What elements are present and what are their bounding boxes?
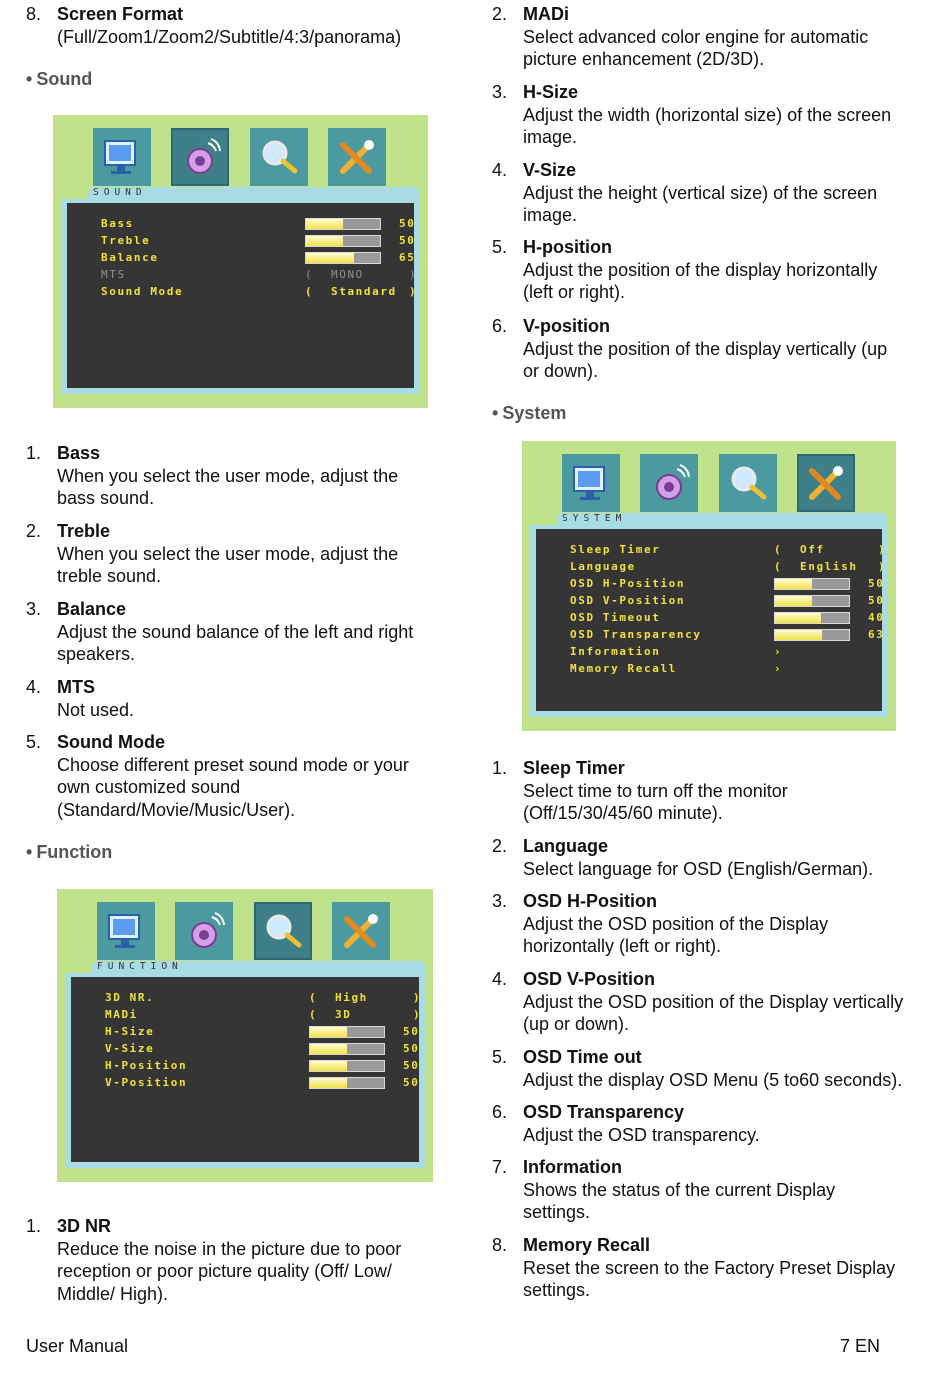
- menu-row: [570, 577, 890, 593]
- menu-row: [105, 1008, 425, 1024]
- monitor-icon: [93, 128, 151, 186]
- list-item: [492, 3, 932, 71]
- item-title: V-Size: [523, 160, 577, 180]
- list-item: [26, 1215, 466, 1305]
- item-number: 5.: [492, 1047, 508, 1067]
- option-left-bracket: (: [309, 991, 318, 1004]
- item-title: Screen Format: [57, 4, 184, 24]
- item-title: OSD Transparency: [523, 1102, 685, 1122]
- magnifier-icon: [254, 902, 312, 960]
- item-title: H-position: [523, 237, 612, 257]
- menu-row: [570, 611, 890, 627]
- item-desc-line: (Standard/Movie/Music/User).: [57, 799, 296, 820]
- monitor-icon: [97, 902, 155, 960]
- level-value: 50: [868, 577, 885, 590]
- item-number: 5.: [492, 237, 508, 257]
- level-value: 50: [868, 594, 885, 607]
- level-bar: [309, 1060, 385, 1072]
- menu-row: [105, 1059, 425, 1075]
- item-desc-line: Select advanced color engine for automatic: [523, 26, 869, 47]
- level-bar: [309, 1026, 385, 1038]
- list-item: [26, 598, 466, 666]
- footer-page-number: 7 EN: [840, 1336, 881, 1356]
- item-desc-line: treble sound.: [57, 566, 162, 586]
- item-desc-line: (left or right).: [523, 282, 626, 302]
- option-left-bracket: (: [774, 543, 783, 556]
- monitor-icon: [562, 454, 620, 512]
- item-desc-line: bass sound.: [57, 488, 155, 508]
- list-item: [492, 1046, 932, 1091]
- bullet: •: [26, 69, 33, 89]
- item-title: Sleep Timer: [523, 758, 625, 778]
- item-desc-line: Adjust the OSD position of the Display: [523, 913, 829, 934]
- item-desc-line: Adjust the OSD position of the Display vertically: [523, 991, 904, 1012]
- section-heading-text: Function: [36, 842, 113, 862]
- item-number: 6.: [492, 316, 508, 336]
- item-number: 3.: [26, 599, 42, 619]
- menu-row: [101, 217, 421, 233]
- item-title: Language: [523, 836, 609, 856]
- item-desc-line: Select language for OSD (English/German).: [523, 858, 874, 879]
- menu-row-label: Sound Mode: [101, 285, 184, 298]
- item-title: Memory Recall: [523, 1235, 651, 1255]
- item-title: Sound Mode: [57, 732, 165, 752]
- item-number: 2.: [26, 521, 42, 541]
- menu-tab-label: SOUND: [93, 187, 147, 198]
- option-value: English: [800, 560, 858, 573]
- option-value: MONO: [331, 268, 364, 281]
- item-title: Bass: [57, 443, 101, 463]
- menu-row: [105, 1076, 425, 1092]
- section-heading-function: [26, 842, 112, 863]
- menu-row: [570, 628, 890, 644]
- menu-row: [101, 268, 421, 284]
- item-number: 4.: [492, 160, 508, 180]
- item-number: 3.: [492, 82, 508, 102]
- item-desc-line: picture enhancement (2D/3D).: [523, 49, 765, 69]
- item-desc-line: horizontally (left or right).: [523, 936, 722, 956]
- level-bar: [774, 595, 850, 607]
- bullet: •: [492, 403, 499, 423]
- menu-row-label: OSD H-Position: [570, 577, 686, 590]
- list-item: [26, 520, 466, 588]
- item-number: 2.: [492, 836, 508, 856]
- tools-icon: [797, 454, 855, 512]
- level-value: 50: [403, 1059, 420, 1072]
- item-title: Treble: [57, 521, 111, 541]
- menu-row-label: Bass: [101, 217, 134, 230]
- item-title: OSD Time out: [523, 1047, 642, 1067]
- menu-row-label: OSD Timeout: [570, 611, 661, 624]
- item-desc-line: speakers.: [57, 644, 136, 664]
- section-heading-system: [492, 403, 566, 424]
- menu-row-label: Balance: [101, 251, 159, 264]
- level-bar-fill: [310, 1027, 347, 1037]
- item-number: 2.: [492, 4, 508, 24]
- menu-frame: [530, 525, 888, 717]
- option-left-bracket: (: [305, 285, 314, 298]
- item-desc-line: Not used.: [57, 699, 135, 720]
- level-value: 50: [403, 1042, 420, 1055]
- menu-row-label: V-Position: [105, 1076, 188, 1089]
- level-value: 40: [868, 611, 885, 624]
- item-desc-line: Choose different preset sound mode or your: [57, 754, 409, 775]
- item-title: MTS: [57, 677, 95, 697]
- menu-row-label: OSD V-Position: [570, 594, 686, 607]
- list-item: [26, 676, 466, 721]
- item-number: 8.: [492, 1235, 508, 1255]
- item-number: 6.: [492, 1102, 508, 1122]
- menu-screen: [71, 977, 422, 1162]
- item-number: 7.: [492, 1157, 508, 1177]
- menu-row: [105, 1025, 425, 1041]
- level-value: 63: [868, 628, 885, 641]
- item-desc-line: reception or poor picture quality (Off/ Low/: [57, 1261, 392, 1281]
- level-value: 50: [399, 234, 416, 247]
- level-bar: [305, 218, 381, 230]
- menu-tab-label: SYSTEM: [562, 513, 627, 524]
- option-value: High: [335, 991, 368, 1004]
- item-desc-line: Shows the status of the current Display: [523, 1179, 836, 1200]
- list-item: [492, 890, 932, 958]
- menu-row: [570, 662, 890, 678]
- option-value: Off: [800, 543, 825, 556]
- option-right-bracket: ): [413, 1008, 422, 1021]
- menu-row-label: Memory Recall: [570, 662, 677, 675]
- bullet: •: [26, 842, 33, 862]
- menu-screen: [536, 529, 887, 711]
- item-number: 3.: [492, 891, 508, 911]
- item-desc-line: image.: [523, 127, 578, 147]
- item-desc-line: Select time to turn off the monitor: [523, 780, 788, 801]
- section-heading-sound: [26, 69, 92, 90]
- list-item: [492, 159, 932, 227]
- option-right-bracket: ): [878, 543, 887, 556]
- level-bar-fill: [775, 613, 821, 623]
- item-title: H-Size: [523, 82, 579, 102]
- item-desc-line: (Off/15/30/45/60 minute).: [523, 803, 723, 823]
- list-item: [492, 835, 932, 880]
- list-item: [492, 236, 932, 304]
- level-bar-fill: [310, 1044, 347, 1054]
- section-heading-text: System: [502, 403, 567, 423]
- system-menu-screenshot: [522, 441, 896, 731]
- sound-menu-screenshot: [53, 115, 428, 408]
- menu-screen: [67, 203, 418, 388]
- item-desc: (Full/Zoom1/Zoom2/Subtitle/4:3/panorama): [57, 26, 402, 47]
- menu-row: [105, 1042, 425, 1058]
- item-number: 4.: [26, 677, 42, 697]
- list-item: [492, 968, 932, 1036]
- item-desc-line: When you select the user mode, adjust the: [57, 543, 399, 564]
- item-desc-line: Middle/ High).: [57, 1283, 169, 1304]
- list-item: [492, 757, 932, 825]
- menu-row-label: H-Size: [105, 1025, 155, 1038]
- level-bar: [309, 1043, 385, 1055]
- option-right-bracket: ): [413, 991, 422, 1004]
- item-desc-line: (up or down).: [523, 1014, 630, 1034]
- menu-row-label: OSD Transparency: [570, 628, 702, 641]
- menu-row: [570, 560, 890, 576]
- level-value: 50: [399, 217, 416, 230]
- function-menu-screenshot: [57, 889, 433, 1182]
- item-title: Balance: [57, 599, 127, 619]
- level-bar-fill: [306, 236, 343, 246]
- speaker-icon: [175, 902, 233, 960]
- submenu-arrow: ›: [774, 645, 783, 658]
- list-item: [26, 442, 466, 510]
- menu-row-label: Language: [570, 560, 636, 573]
- menu-frame: [61, 199, 420, 394]
- option-value: 3D: [335, 1008, 352, 1021]
- level-bar: [305, 235, 381, 247]
- item-number: 5.: [26, 732, 42, 752]
- item-title: V-position: [523, 316, 610, 336]
- menu-row-label: Sleep Timer: [570, 543, 661, 556]
- level-bar-fill: [310, 1078, 347, 1088]
- level-bar: [774, 612, 850, 624]
- option-left-bracket: (: [305, 268, 314, 281]
- level-bar-fill: [775, 630, 822, 640]
- menu-row: [570, 645, 890, 661]
- list-item: [492, 315, 932, 383]
- magnifier-icon: [250, 128, 308, 186]
- tools-icon: [332, 902, 390, 960]
- option-left-bracket: (: [309, 1008, 318, 1021]
- menu-tab-label: FUNCTION: [97, 961, 183, 972]
- level-value: 65: [399, 251, 416, 264]
- item-number: 1.: [26, 1216, 42, 1236]
- menu-row: [101, 251, 421, 267]
- level-value: 50: [403, 1076, 420, 1089]
- level-bar: [774, 578, 850, 590]
- item-number: 1.: [26, 443, 42, 463]
- item-screen-format: [26, 3, 466, 48]
- item-number: 1.: [492, 758, 508, 778]
- menu-row: [570, 543, 890, 559]
- item-desc-line: settings.: [523, 1280, 591, 1300]
- item-title: Information: [523, 1157, 622, 1177]
- item-number: 8.: [26, 4, 42, 24]
- level-bar-fill: [310, 1061, 347, 1071]
- level-value: 50: [403, 1025, 420, 1038]
- menu-row-label: 3D NR.: [105, 991, 155, 1004]
- item-title: OSD V-Position: [523, 969, 656, 989]
- footer-left: User Manual: [26, 1336, 129, 1356]
- item-title: MADi: [523, 4, 569, 24]
- level-bar: [305, 252, 381, 264]
- item-number: 4.: [492, 969, 508, 989]
- tools-icon: [328, 128, 386, 186]
- menu-row-label: MADi: [105, 1008, 138, 1021]
- option-right-bracket: ): [409, 285, 418, 298]
- item-desc-line: Adjust the height (vertical size) of the screen: [523, 182, 878, 203]
- level-bar-fill: [775, 579, 812, 589]
- item-desc-line: Adjust the width (horizontal size) of the screen: [523, 104, 892, 125]
- list-item: [492, 81, 932, 149]
- section-heading-text: Sound: [36, 69, 93, 89]
- item-desc-line: Adjust the sound balance of the left and right: [57, 621, 414, 642]
- option-value: Standard: [331, 285, 397, 298]
- item-desc-line: Adjust the OSD transparency.: [523, 1124, 760, 1145]
- item-desc-line: own customized sound: [57, 777, 241, 797]
- menu-row-label: H-Position: [105, 1059, 188, 1072]
- item-desc-line: image.: [523, 205, 578, 225]
- level-bar: [309, 1077, 385, 1089]
- item-title: OSD H-Position: [523, 891, 657, 911]
- item-desc-line: Reset the screen to the Factory Preset Display: [523, 1257, 896, 1278]
- menu-row-label: MTS: [101, 268, 126, 281]
- list-item: [26, 731, 466, 821]
- list-item: [492, 1156, 932, 1224]
- option-right-bracket: ): [878, 560, 887, 573]
- magnifier-icon: [719, 454, 777, 512]
- menu-row: [101, 285, 421, 301]
- menu-row: [101, 234, 421, 250]
- item-desc-line: Adjust the position of the display horizontally: [523, 259, 878, 280]
- menu-frame: [65, 973, 425, 1168]
- list-item: [492, 1101, 932, 1146]
- speaker-icon: [171, 128, 229, 186]
- item-desc-line: Adjust the position of the display vertically (up: [523, 338, 888, 359]
- item-desc-line: or down).: [523, 361, 599, 381]
- list-item: [492, 1234, 932, 1302]
- option-left-bracket: (: [774, 560, 783, 573]
- item-desc-line: Adjust the display OSD Menu (5 to60 seconds).: [523, 1069, 903, 1090]
- item-title: 3D NR: [57, 1216, 112, 1236]
- item-desc-line: Reduce the noise in the picture due to poor: [57, 1238, 402, 1259]
- option-right-bracket: ): [409, 268, 418, 281]
- menu-row-label: Information: [570, 645, 661, 658]
- item-desc-line: settings.: [523, 1202, 591, 1222]
- menu-row-label: V-Size: [105, 1042, 155, 1055]
- level-bar-fill: [306, 219, 343, 229]
- speaker-icon: [640, 454, 698, 512]
- submenu-arrow: ›: [774, 662, 783, 675]
- menu-row: [105, 991, 425, 1007]
- level-bar-fill: [306, 253, 354, 263]
- level-bar: [774, 629, 850, 641]
- menu-row-label: Treble: [101, 234, 151, 247]
- level-bar-fill: [775, 596, 812, 606]
- item-desc-line: When you select the user mode, adjust the: [57, 465, 399, 486]
- menu-row: [570, 594, 890, 610]
